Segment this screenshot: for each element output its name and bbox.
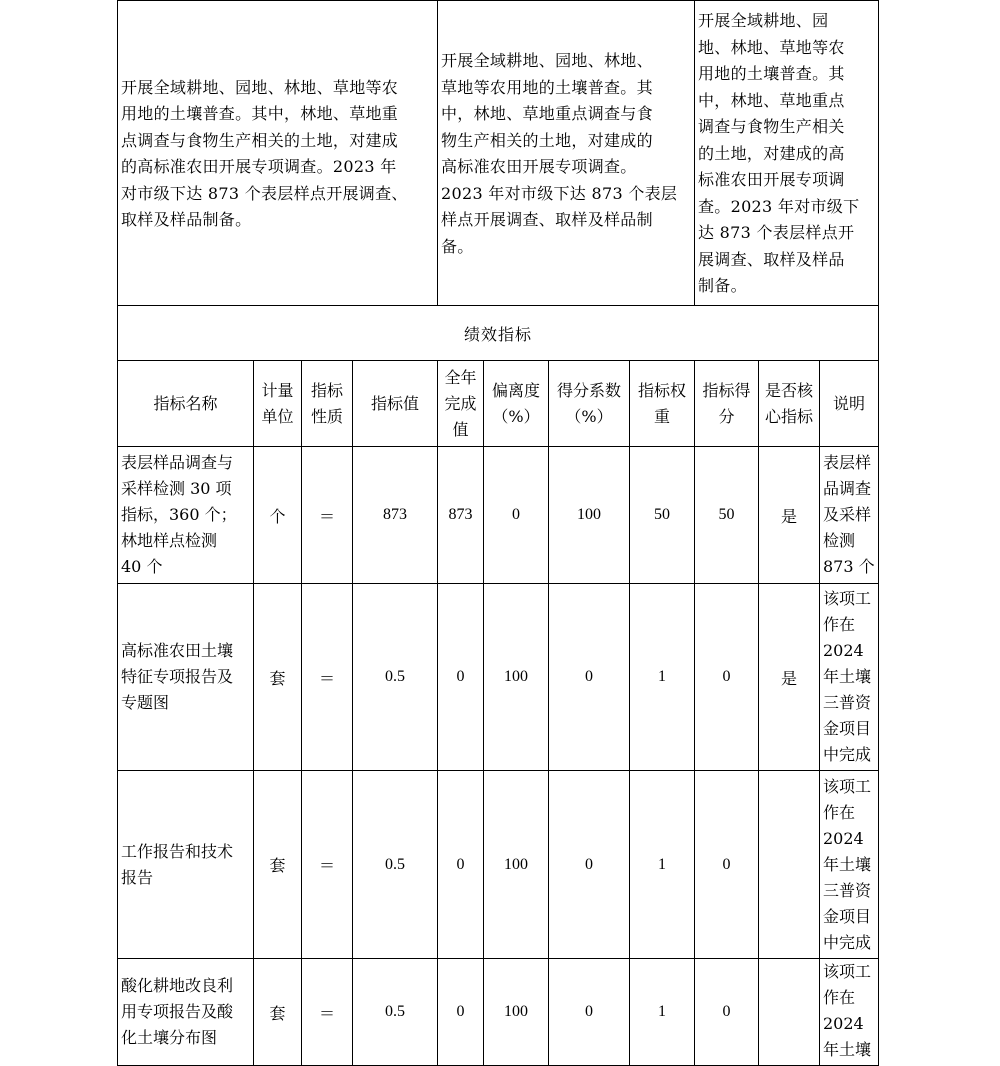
header-row: [118, 361, 879, 447]
row-name: 工作报告和技术 报告: [118, 771, 254, 959]
goal-text-2: 开展全域耕地、园地、林地、 草地等农用地的土壤普查。其 中，林地、草地重点调查与食 物生产相关的土地，对建成的 高标准农田开展专项调查。 2023 年对市级下达 873 个表层 样点开展调查、取样及样品制 备。: [441, 51, 678, 256]
table-row: [118, 584, 879, 771]
row-core: 是: [759, 447, 820, 584]
row-annual: 873: [438, 447, 484, 584]
row-score: 0: [695, 584, 759, 771]
row-coef: 0: [549, 771, 630, 959]
header-core: 是否核 心指标: [759, 361, 820, 447]
row-weight: 1: [630, 959, 695, 1066]
header-annual: 全年 完成 值: [438, 361, 484, 447]
section-title-row: [118, 306, 879, 361]
row-score: 0: [695, 959, 759, 1066]
row-core: [759, 959, 820, 1066]
row-nature: ＝: [302, 771, 353, 959]
header-weight: 指标权 重: [630, 361, 695, 447]
row-note: 该项工 作在 2024 年土壤 三普资 金项目 中完成: [820, 771, 879, 959]
header-value: 指标值: [353, 361, 438, 447]
header-nature: 指标 性质: [302, 361, 353, 447]
row-value: 873: [353, 447, 438, 584]
goal-cell-1: [118, 1, 438, 306]
row-note: 该项工 作在 2024 年土壤 三普资 金项目 中完成: [820, 584, 879, 771]
row-nature: ＝: [302, 447, 353, 584]
row-weight: 50: [630, 447, 695, 584]
performance-table: [117, 0, 879, 1066]
row-name: 高标准农田土壤 特征专项报告及 专题图: [118, 584, 254, 771]
section-title: 绩效指标: [118, 306, 879, 361]
row-coef: 0: [549, 959, 630, 1066]
header-coef: 得分系数 （%）: [549, 361, 630, 447]
goal-cell-2: [438, 1, 695, 306]
header-unit: 计量 单位: [254, 361, 302, 447]
row-unit: 套: [254, 959, 302, 1066]
header-deviation: 偏离度 （%）: [484, 361, 549, 447]
row-unit: 套: [254, 584, 302, 771]
row-annual: 0: [438, 771, 484, 959]
table-row: [118, 447, 879, 584]
row-score: 50: [695, 447, 759, 584]
row-score: 0: [695, 771, 759, 959]
header-note: 说明: [820, 361, 879, 447]
row-value: 0.5: [353, 959, 438, 1066]
row-note: 该项工 作在 2024 年土壤: [820, 959, 879, 1066]
table-row: [118, 771, 879, 959]
row-nature: ＝: [302, 584, 353, 771]
row-annual: 0: [438, 584, 484, 771]
row-weight: 1: [630, 771, 695, 959]
row-annual: 0: [438, 959, 484, 1066]
row-coef: 100: [549, 447, 630, 584]
row-value: 0.5: [353, 771, 438, 959]
row-deviation: 0: [484, 447, 549, 584]
row-deviation: 100: [484, 771, 549, 959]
header-score: 指标得 分: [695, 361, 759, 447]
row-core: [759, 771, 820, 959]
row-name: 酸化耕地改良利 用专项报告及酸 化土壤分布图: [118, 959, 254, 1066]
row-name: 表层样品调查与 采样检测 30 项 指标，360 个； 林地样点检测 40 个: [118, 447, 254, 584]
row-value: 0.5: [353, 584, 438, 771]
row-nature: ＝: [302, 959, 353, 1066]
goal-description-row: [118, 1, 879, 306]
row-unit: 套: [254, 771, 302, 959]
row-coef: 0: [549, 584, 630, 771]
goal-text-3: 开展全域耕地、园 地、林地、草地等农 用地的土壤普查。其 中，林地、草地重点 调查与食物生产相关 的土地，对建成的高 标准农田开展专项调 查。2023 年对市级下 达 873 个表层样点开 展调查、取样及样品 制备。: [698, 11, 860, 296]
row-unit: 个: [254, 447, 302, 584]
header-name: 指标名称: [118, 361, 254, 447]
row-weight: 1: [630, 584, 695, 771]
row-note: 表层样 品调查 及采样 检测 873 个: [820, 447, 879, 584]
row-core: 是: [759, 584, 820, 771]
table-row: [118, 959, 879, 1066]
row-deviation: 100: [484, 959, 549, 1066]
row-deviation: 100: [484, 584, 549, 771]
goal-text-1: 开展全域耕地、园地、林地、草地等农 用地的土壤普查。其中，林地、草地重 点调查与食物生产相关的土地，对建成 的高标准农田开展专项调查。2023 年 对市级下达 873 个表层样点开展调查、 取样及样品制备。: [121, 77, 408, 229]
goal-cell-3: [695, 1, 879, 306]
